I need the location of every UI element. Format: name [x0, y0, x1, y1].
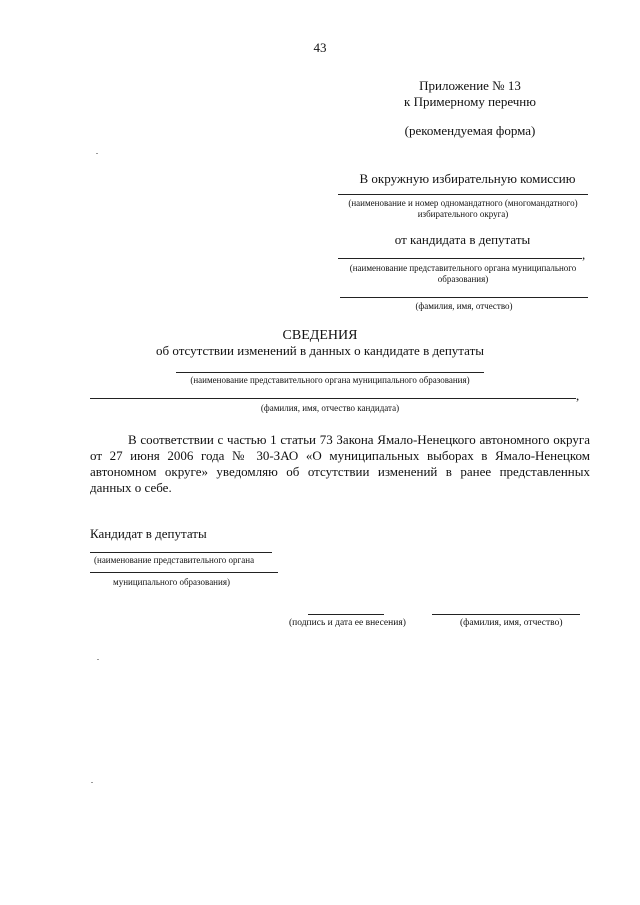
heading-name-comma: ,: [576, 388, 580, 403]
organ-line-comma: ,: [582, 247, 586, 262]
fio-caption: (фамилия, имя, отчество): [415, 301, 513, 311]
sig-organ-line-1[interactable]: [90, 552, 272, 553]
document-subtitle: об отсутствии изменений в данных о кандидате в депутаты: [156, 343, 484, 358]
signature-date-caption: (подпись и дата ее внесения): [289, 618, 406, 628]
addressee-commission: В окружную избирательную комиссию: [359, 171, 576, 186]
heading-organ-caption: (наименование представительного органа муниципального образования): [190, 375, 470, 385]
signature-date-line[interactable]: [308, 614, 384, 615]
from-candidate-label: от кандидата в депутаты: [394, 232, 531, 247]
organ-caption: (наименование представительного органа муниципального образования): [349, 263, 577, 284]
district-name-line[interactable]: [338, 194, 588, 195]
signature-fio-caption: (фамилия, имя, отчество): [460, 618, 563, 628]
district-caption: (наименование и номер одномандатного (многомандатного) избирательного округа): [348, 198, 578, 219]
scan-speck: [96, 153, 98, 154]
form-type-note: (рекомендуемая форма): [404, 123, 536, 138]
document-title: СВЕДЕНИЯ: [282, 328, 358, 343]
appendix-reference: к Примерному перечню: [404, 94, 536, 109]
sig-organ-line-2[interactable]: [90, 572, 278, 573]
page-number: 43: [313, 40, 327, 55]
heading-name-caption: (фамилия, имя, отчество кандидата): [260, 403, 400, 413]
sig-organ-caption-1: (наименование представительного органа: [94, 555, 255, 565]
signature-fio-line[interactable]: [432, 614, 580, 615]
heading-organ-line[interactable]: [176, 372, 484, 373]
organ-name-line[interactable]: [338, 258, 582, 259]
candidate-label: Кандидат в депутаты: [90, 526, 207, 541]
scan-speck: [97, 659, 99, 660]
appendix-number: Приложение № 13: [419, 78, 521, 93]
scan-speck: [91, 782, 93, 783]
sig-organ-caption-2: муниципального образования): [113, 577, 230, 587]
body-paragraph: В соответствии с частью 1 статьи 73 Закона Ямало-Ненецкого автономного округа от 27 июня 2006 года № 30-ЗАО «О муниципальных выборах в Ямало-Ненецком автономном округе» уведомляю об отсутствии изменений в ранее представленных данных о себе.: [90, 432, 590, 495]
heading-name-line[interactable]: [90, 398, 576, 399]
fio-line[interactable]: [340, 297, 588, 298]
